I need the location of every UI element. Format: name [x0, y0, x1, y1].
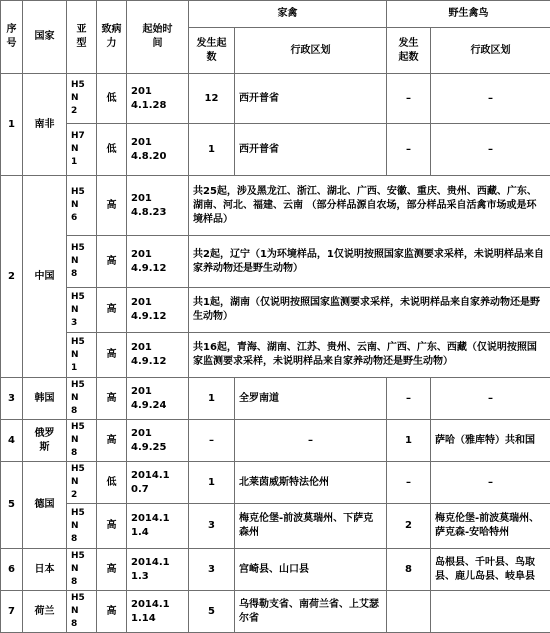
- cell-poultry-count: 1: [189, 378, 235, 420]
- table-row: [1, 462, 550, 504]
- table-row: [1, 74, 550, 124]
- cell-poultry-region: 梅克伦堡-前波莫瑞州、下萨克森州: [235, 504, 387, 549]
- header-seq: 序 号: [1, 1, 23, 74]
- table-row: [1, 236, 550, 288]
- cell-wild-region: 萨哈（雅库特）共和国: [431, 420, 550, 462]
- cell-wild-count: 8: [387, 549, 431, 591]
- cell-poultry-count: 3: [189, 504, 235, 549]
- cell-subtype: H5N 2: [67, 74, 97, 124]
- cell-poultry-count: 1: [189, 462, 235, 504]
- cell-wild-count: –: [387, 378, 431, 420]
- header-poultry-region: 行政区划: [235, 28, 387, 74]
- cell-poultry-region: 全罗南道: [235, 378, 387, 420]
- cell-poultry-count: 3: [189, 549, 235, 591]
- header-wild-birds: 野生禽鸟: [387, 1, 550, 28]
- cell-poultry-region: –: [235, 420, 387, 462]
- cell-date: 201 4.9.25: [127, 420, 189, 462]
- header-start-time: 起始时 间: [127, 1, 189, 74]
- header-country: 国家: [23, 1, 67, 74]
- cell-wild-count: –: [387, 462, 431, 504]
- table-row: [1, 549, 550, 591]
- table-row: [1, 176, 550, 236]
- cell-seq: 1: [1, 74, 23, 176]
- cell-wild-region: –: [431, 462, 550, 504]
- cell-pathogenicity: 高: [97, 288, 127, 333]
- cell-wild-count: 2: [387, 504, 431, 549]
- cell-pathogenicity: 高: [97, 420, 127, 462]
- header-pathogenicity: 致病 力: [97, 1, 127, 74]
- cell-date: 2014.1 1.4: [127, 504, 189, 549]
- cell-pathogenicity: 高: [97, 504, 127, 549]
- cell-poultry-region: 西开普省: [235, 124, 387, 176]
- cell-wild-region: –: [431, 378, 550, 420]
- cell-poultry-region: 乌得勒支省、南荷兰省、上艾瑟尔省: [235, 591, 387, 633]
- cell-pathogenicity: 高: [97, 176, 127, 236]
- table-row: [1, 504, 550, 549]
- cell-poultry-count: –: [189, 420, 235, 462]
- cell-country: 韩国: [23, 378, 67, 420]
- cell-detail: 共2起，辽宁（1为环境样品，1仅说明按照国家监测要求采样，未说明样品来自家养动物还是野生动物）: [189, 236, 550, 288]
- cell-wild-count: 1: [387, 420, 431, 462]
- cell-country: 俄罗 斯: [23, 420, 67, 462]
- cell-subtype: H5N 8: [67, 549, 97, 591]
- cell-seq: 6: [1, 549, 23, 591]
- cell-subtype: H5N 8: [67, 504, 97, 549]
- cell-date: 2014.1 1.14: [127, 591, 189, 633]
- header-row-1: [1, 1, 550, 28]
- cell-subtype: H5N 8: [67, 236, 97, 288]
- cell-date: 201 4.9.12: [127, 236, 189, 288]
- cell-date: 201 4.8.20: [127, 124, 189, 176]
- cell-pathogenicity: 高: [97, 333, 127, 378]
- cell-pathogenicity: 低: [97, 462, 127, 504]
- table-row: [1, 420, 550, 462]
- cell-pathogenicity: 低: [97, 124, 127, 176]
- cell-poultry-count: 5: [189, 591, 235, 633]
- cell-detail: 共25起，涉及黑龙江、浙江、湖北、广西、安徽、重庆、贵州、西藏、广东、湖南、河北、福建、云南 （部分样品源自农场，部分样品采自活禽市场或是环境样品）: [189, 176, 550, 236]
- cell-detail: 共1起，湖南（仅说明按照国家监测要求采样，未说明样品来自家养动物还是野生动物）: [189, 288, 550, 333]
- cell-wild-count: –: [387, 74, 431, 124]
- cell-country: 南非: [23, 74, 67, 176]
- cell-date: 201 4.9.24: [127, 378, 189, 420]
- cell-detail: 共16起，青海、湖南、江苏、贵州、云南、广西、广东、西藏（仅说明按照国家监测要求采样，未说明样品来自家养动物还是野生动物）: [189, 333, 550, 378]
- cell-poultry-region: 宫崎县、山口县: [235, 549, 387, 591]
- table-row: [1, 378, 550, 420]
- cell-country: 中国: [23, 176, 67, 378]
- cell-date: 2014.1 1.3: [127, 549, 189, 591]
- cell-seq: 3: [1, 378, 23, 420]
- cell-pathogenicity: 高: [97, 236, 127, 288]
- cell-wild-region: 岛根县、千叶县、鸟取县、鹿儿岛县、岐阜县: [431, 549, 550, 591]
- cell-date: 201 4.8.23: [127, 176, 189, 236]
- cell-seq: 7: [1, 591, 23, 633]
- cell-poultry-region: 西开普省: [235, 74, 387, 124]
- cell-subtype: H5N 2: [67, 462, 97, 504]
- cell-date: 201 4.9.12: [127, 288, 189, 333]
- cell-subtype: H7N 1: [67, 124, 97, 176]
- table-row: [1, 124, 550, 176]
- cell-date: 201 4.9.12: [127, 333, 189, 378]
- cell-subtype: H5N 3: [67, 288, 97, 333]
- cell-country: 德国: [23, 462, 67, 549]
- header-poultry-count: 发生起 数: [189, 28, 235, 74]
- cell-wild-region: –: [431, 124, 550, 176]
- cell-pathogenicity: 低: [97, 74, 127, 124]
- cell-pathogenicity: 高: [97, 591, 127, 633]
- cell-wild-region: 梅克伦堡-前波莫瑞州、萨克森-安哈特州: [431, 504, 550, 549]
- cell-seq: 4: [1, 420, 23, 462]
- header-wild-count: 发生 起数: [387, 28, 431, 74]
- cell-poultry-count: 1: [189, 124, 235, 176]
- cell-date: 2014.1 0.7: [127, 462, 189, 504]
- cell-subtype: H5N 8: [67, 378, 97, 420]
- cell-subtype: H5N 6: [67, 176, 97, 236]
- table-row: [1, 333, 550, 378]
- cell-subtype: H5N 8: [67, 420, 97, 462]
- cell-seq: 5: [1, 462, 23, 549]
- cell-poultry-count: 12: [189, 74, 235, 124]
- table-row: [1, 288, 550, 333]
- cell-poultry-region: 北莱茵威斯特法伦州: [235, 462, 387, 504]
- header-wild-region: 行政区划: [431, 28, 550, 74]
- cell-subtype: H5N 1: [67, 333, 97, 378]
- cell-country: 日本: [23, 549, 67, 591]
- header-subtype: 亚 型: [67, 1, 97, 74]
- cell-wild-count: –: [387, 124, 431, 176]
- header-poultry: 家禽: [189, 1, 387, 28]
- cell-seq: 2: [1, 176, 23, 378]
- cell-country: 荷兰: [23, 591, 67, 633]
- cell-wild-region: –: [431, 74, 550, 124]
- cell-pathogenicity: 高: [97, 549, 127, 591]
- cell-pathogenicity: 高: [97, 378, 127, 420]
- cell-date: 201 4.1.28: [127, 74, 189, 124]
- cell-subtype: H5N 8: [67, 591, 97, 633]
